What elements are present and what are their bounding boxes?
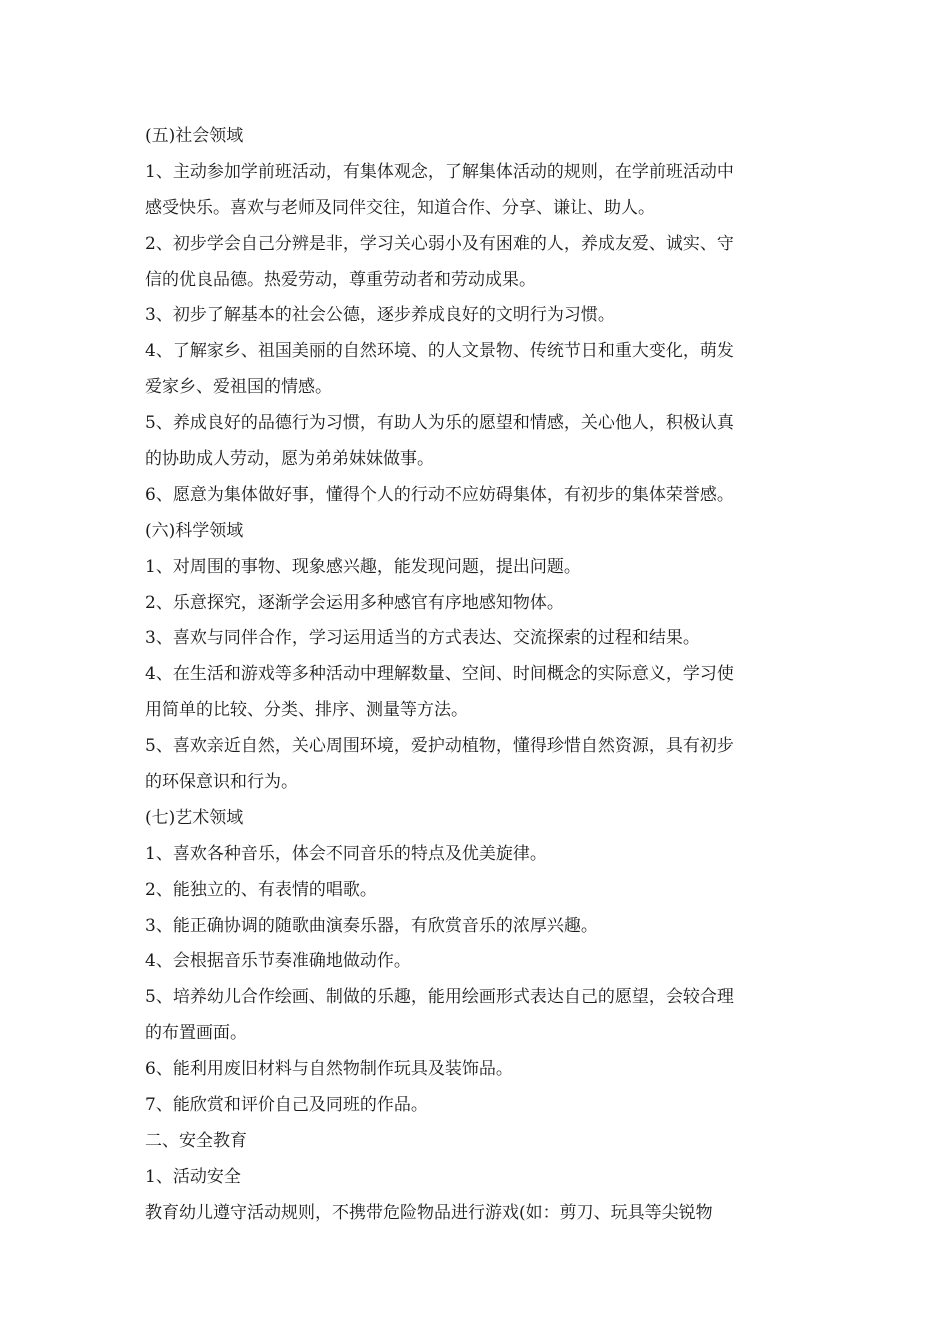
paragraph-line: 6、能利用废旧材料与自然物制作玩具及装饰品。 [145, 1059, 513, 1080]
paragraph-line: 2、乐意探究，逐渐学会运用多种感官有序地感知物体。 [145, 592, 564, 613]
paragraph-line: 5、养成良好的品德行为习惯，有助人为乐的愿望和情感，关心他人，积极认真 [145, 413, 734, 434]
paragraph-line: 4、了解家乡、祖国美丽的自然环境、的人文景物、传统节日和重大变化，萌发 [145, 341, 734, 362]
paragraph-line: 爱家乡、爱祖国的情感。 [145, 377, 332, 398]
paragraph-line: 的协助成人劳动，愿为弟弟妹妹做事。 [145, 449, 434, 470]
paragraph-line: 7、能欣赏和评价自己及同班的作品。 [145, 1095, 428, 1116]
paragraph-line: 3、能正确协调的随歌曲演奏乐器，有欣赏音乐的浓厚兴趣。 [145, 915, 598, 936]
paragraph-line: 2、初步学会自己分辨是非，学习关心弱小及有困难的人，养成友爱、诚实、守 [145, 233, 734, 254]
paragraph-line: 4、会根据音乐节奏准确地做动作。 [145, 951, 411, 972]
paragraph-line: 5、培养幼儿合作绘画、制做的乐趣，能用绘画形式表达自己的愿望，会较合理 [145, 987, 734, 1008]
document-body [145, 119, 810, 1232]
section-heading-social: (五)社会领域 [145, 126, 244, 146]
paragraph-line: 3、初步了解基本的社会公德，逐步养成良好的文明行为习惯。 [145, 305, 615, 326]
paragraph-line: 信的优良品德。热爱劳动，尊重劳动者和劳动成果。 [145, 269, 536, 290]
paragraph-line: 5、喜欢亲近自然，关心周围环境，爱护动植物，懂得珍惜自然资源，具有初步 [145, 736, 734, 757]
paragraph-line: 的环保意识和行为。 [145, 772, 298, 793]
paragraph-line: 3、喜欢与同伴合作，学习运用适当的方式表达、交流探索的过程和结果。 [145, 628, 700, 649]
paragraph-line: 2、能独立的、有表情的唱歌。 [145, 879, 377, 900]
paragraph-line: 感受快乐。喜欢与老师及同伴交往，知道合作、分享、谦让、助人。 [145, 197, 655, 218]
paragraph-line: 用简单的比较、分类、排序、测量等方法。 [145, 700, 468, 721]
paragraph-line: 1、主动参加学前班活动，有集体观念，了解集体活动的规则，在学前班活动中 [145, 161, 734, 182]
paragraph-line: 的布置画面。 [145, 1023, 247, 1044]
paragraph-line: 1、喜欢各种音乐，体会不同音乐的特点及优美旋律。 [145, 843, 547, 864]
paragraph-line: 4、在生活和游戏等多种活动中理解数量、空间、时间概念的实际意义，学习使 [145, 664, 734, 685]
section-heading-art: (七)艺术领域 [145, 807, 244, 828]
paragraph-line: 1、对周围的事物、现象感兴趣，能发现问题，提出问题。 [145, 556, 581, 577]
section-heading-science: (六)科学领域 [145, 520, 244, 541]
paragraph-line: 教育幼儿遵守活动规则，不携带危险物品进行游戏(如：剪刀、玩具等尖锐物 [145, 1202, 713, 1223]
subsection-heading-activity-safety: 1、活动安全 [145, 1166, 241, 1187]
paragraph-line: 6、愿意为集体做好事，懂得个人的行动不应妨碍集体，有初步的集体荣誉感。 [145, 484, 734, 505]
section-heading-safety: 二、安全教育 [145, 1130, 247, 1151]
